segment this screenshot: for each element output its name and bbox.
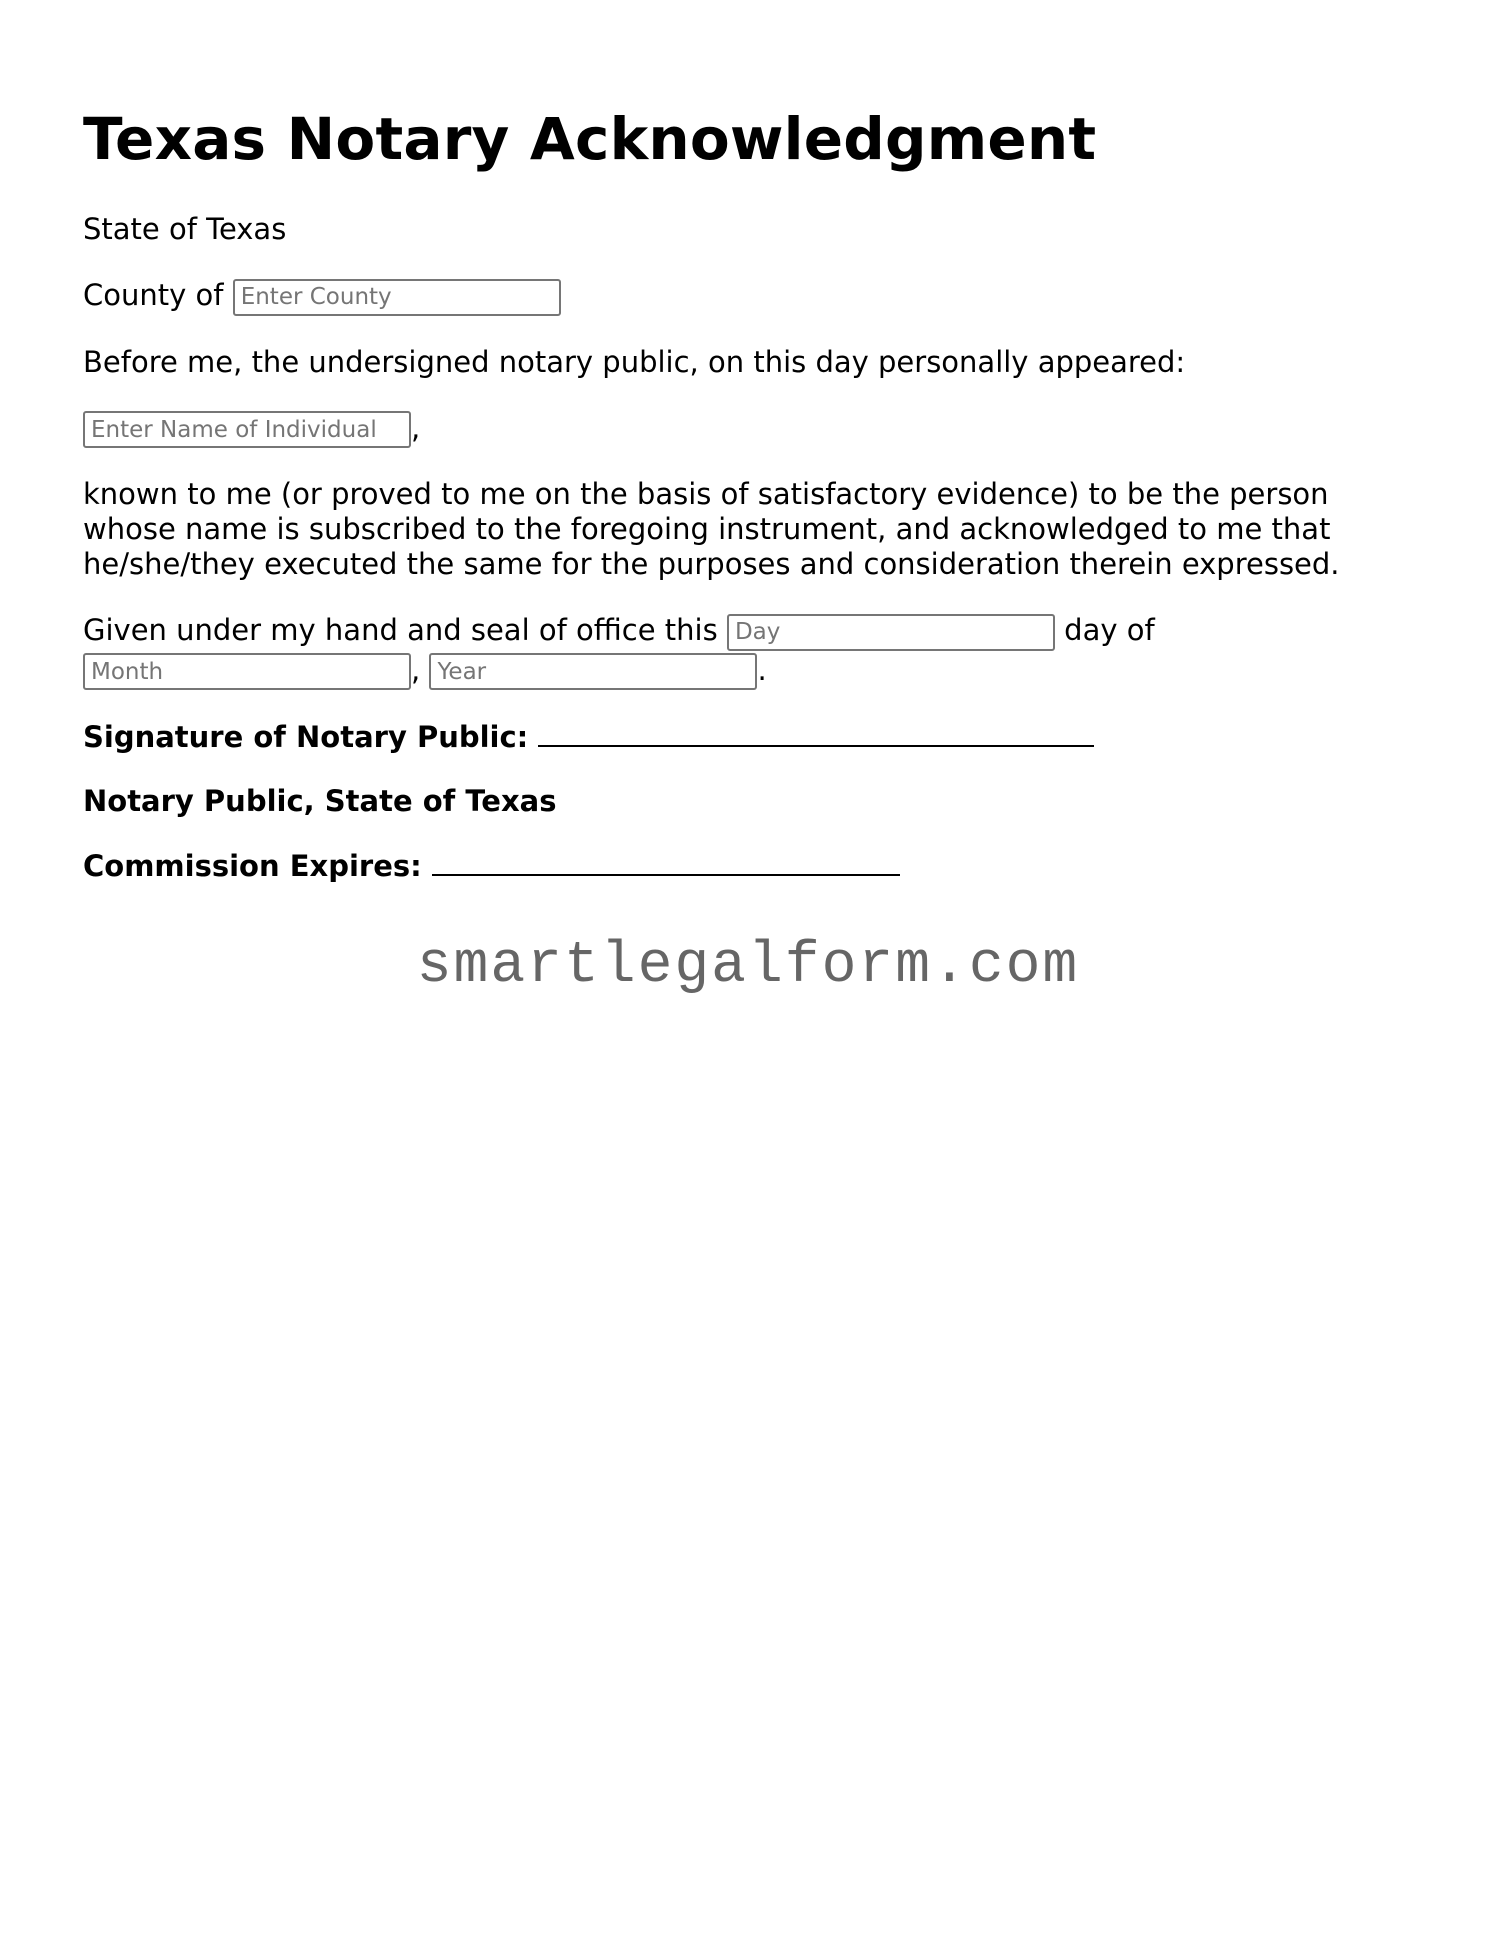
year-input[interactable] — [429, 653, 757, 690]
county-label: County of — [83, 278, 224, 312]
given-under-row — [83, 611, 1413, 690]
watermark: smartlegalform.com — [416, 934, 1080, 999]
commission-row — [83, 848, 1413, 884]
page-title: Texas Notary Acknowledgment — [83, 105, 1097, 173]
county-input[interactable] — [233, 279, 561, 316]
signature-line — [538, 719, 1094, 747]
individual-name-input[interactable] — [83, 411, 411, 448]
signature-row — [83, 719, 1413, 755]
notary-state-line: Notary Public, State of Texas — [83, 784, 557, 818]
date-period: . — [757, 652, 767, 687]
individual-comma: , — [411, 410, 421, 445]
document-page — [83, 96, 1413, 884]
acknowledgment-body: known to me (or proved to me on the basis of satisfactory evidence) to be the person whose name is subscribed to the foregoing instrument, and acknowledged to me that he/she/they executed the same for the purposes and consideration therein expressed. — [83, 477, 1340, 581]
day-of-text: day of — [1064, 613, 1155, 647]
appeared-text: Before me, the undersigned notary public, on this day personally appeared: — [83, 344, 1186, 379]
month-input[interactable] — [83, 653, 411, 690]
commission-expires-line — [432, 848, 900, 876]
day-input[interactable] — [727, 614, 1055, 651]
commission-label: Commission Expires: — [83, 849, 422, 883]
given-prefix: Given under my hand and seal of office this — [83, 613, 718, 647]
county-row — [83, 276, 1413, 316]
signature-label: Signature of Notary Public: — [83, 720, 529, 754]
date-comma: , — [411, 652, 421, 687]
individual-row — [83, 409, 1413, 449]
state-line: State of Texas — [83, 212, 287, 246]
